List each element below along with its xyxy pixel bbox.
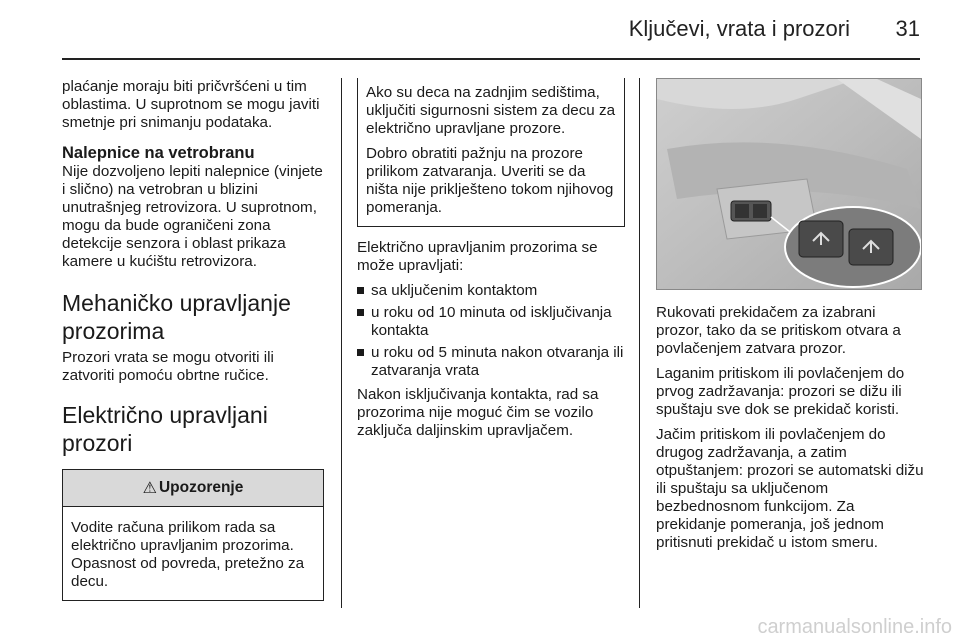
header-divider — [62, 58, 920, 60]
switch-operation-text: Rukovati prekidačem za izabrani prozor, tako da se pritiskom otvara a povlačenjem zatvara prozor. — [656, 304, 901, 357]
column-divider-2 — [639, 78, 640, 608]
warning-label: Upozorenje — [158, 479, 244, 496]
watermark: carmanualsonline.info — [757, 616, 952, 638]
list-item: u roku od 10 minuta od isključivanja kontakta — [357, 304, 625, 340]
closing-care-text: Dobro obratiti pažnju na prozore prilikom zatvaranja. Uveriti se da ništa nije priklješteno tokom njihovog pomeranja. — [366, 145, 614, 216]
electric-windows-heading: Električno upravljani prozori — [62, 402, 268, 456]
column-divider-1 — [341, 78, 342, 608]
list-item: u roku od 5 minuta nakon otvaranja ili zatvaranja vrata — [357, 344, 625, 380]
manual-windows-heading: Mehaničko upravljanje prozorima — [62, 290, 291, 344]
column-middle — [357, 78, 625, 447]
firm-press-text: Jačim pritiskom ili povlačenjem do drugog zadržavanja, a zatim otpuštanjem: prozori se automatski dižu ili spuštaju sa uključenom bezbednosnom funkcijom. Za prekidanje pomeranja, još jednom pritisnuti prekidač u istom smeru. — [656, 426, 924, 551]
warning-triangle-icon: ⚠ — [142, 480, 157, 497]
warning-text: Vodite računa prilikom rada sa električno upravljanim prozorima. Opasnost od povreda, pretežno za decu. — [71, 519, 305, 590]
stickers-heading: Nalepnice na vetrobranu — [62, 144, 255, 162]
stickers-text: Nije dozvoljeno lepiti nalepnice (vinjete i slično) na vetrobran u blizini unutrašnjeg retrovizora. U suprotnom, mogu da bude ograničeni zona detekcije senzora i oblast prikaza kamere u kućištu retrovizora. — [62, 163, 323, 270]
light-press-text: Laganim pritiskom ili povlačenjem do prvog zadržavanja: prozori se dižu ili spuštaju sve dok se prekidač koristi. — [656, 365, 905, 418]
column-left — [62, 78, 324, 601]
operate-conditions-list — [357, 282, 625, 380]
warning-body — [63, 507, 323, 600]
warning-continuation-box — [357, 78, 625, 227]
children-safety-text: Ako su deca na zadnjim sedištima, uključiti sigurnosni sistem za decu za električno upravljane prozore. — [366, 84, 616, 137]
warning-header — [63, 470, 323, 507]
intro-paragraph: plaćanje moraju biti pričvršćeni u tim oblastima. U suprotnom se mogu javiti smetnje pri snimanju podataka. — [62, 78, 320, 131]
window-switch-photo — [656, 78, 922, 290]
warning-box — [62, 469, 324, 601]
manual-windows-text: Prozori vrata se mogu otvoriti ili zatvoriti pomoću obrtne ručice. — [62, 349, 274, 384]
operate-intro: Električno upravljanim prozorima se može upravljati: — [357, 239, 598, 274]
list-item: sa uključenim kontaktom — [357, 282, 625, 300]
page-number: 31 — [895, 16, 920, 41]
page-header-title: Ključevi, vrata i prozori — [628, 16, 850, 41]
column-right — [656, 78, 924, 559]
after-ignition-text: Nakon isključivanja kontakta, rad sa prozorima nije moguć čim se vozilo zaključa daljinskim upravljačem. — [357, 386, 599, 439]
